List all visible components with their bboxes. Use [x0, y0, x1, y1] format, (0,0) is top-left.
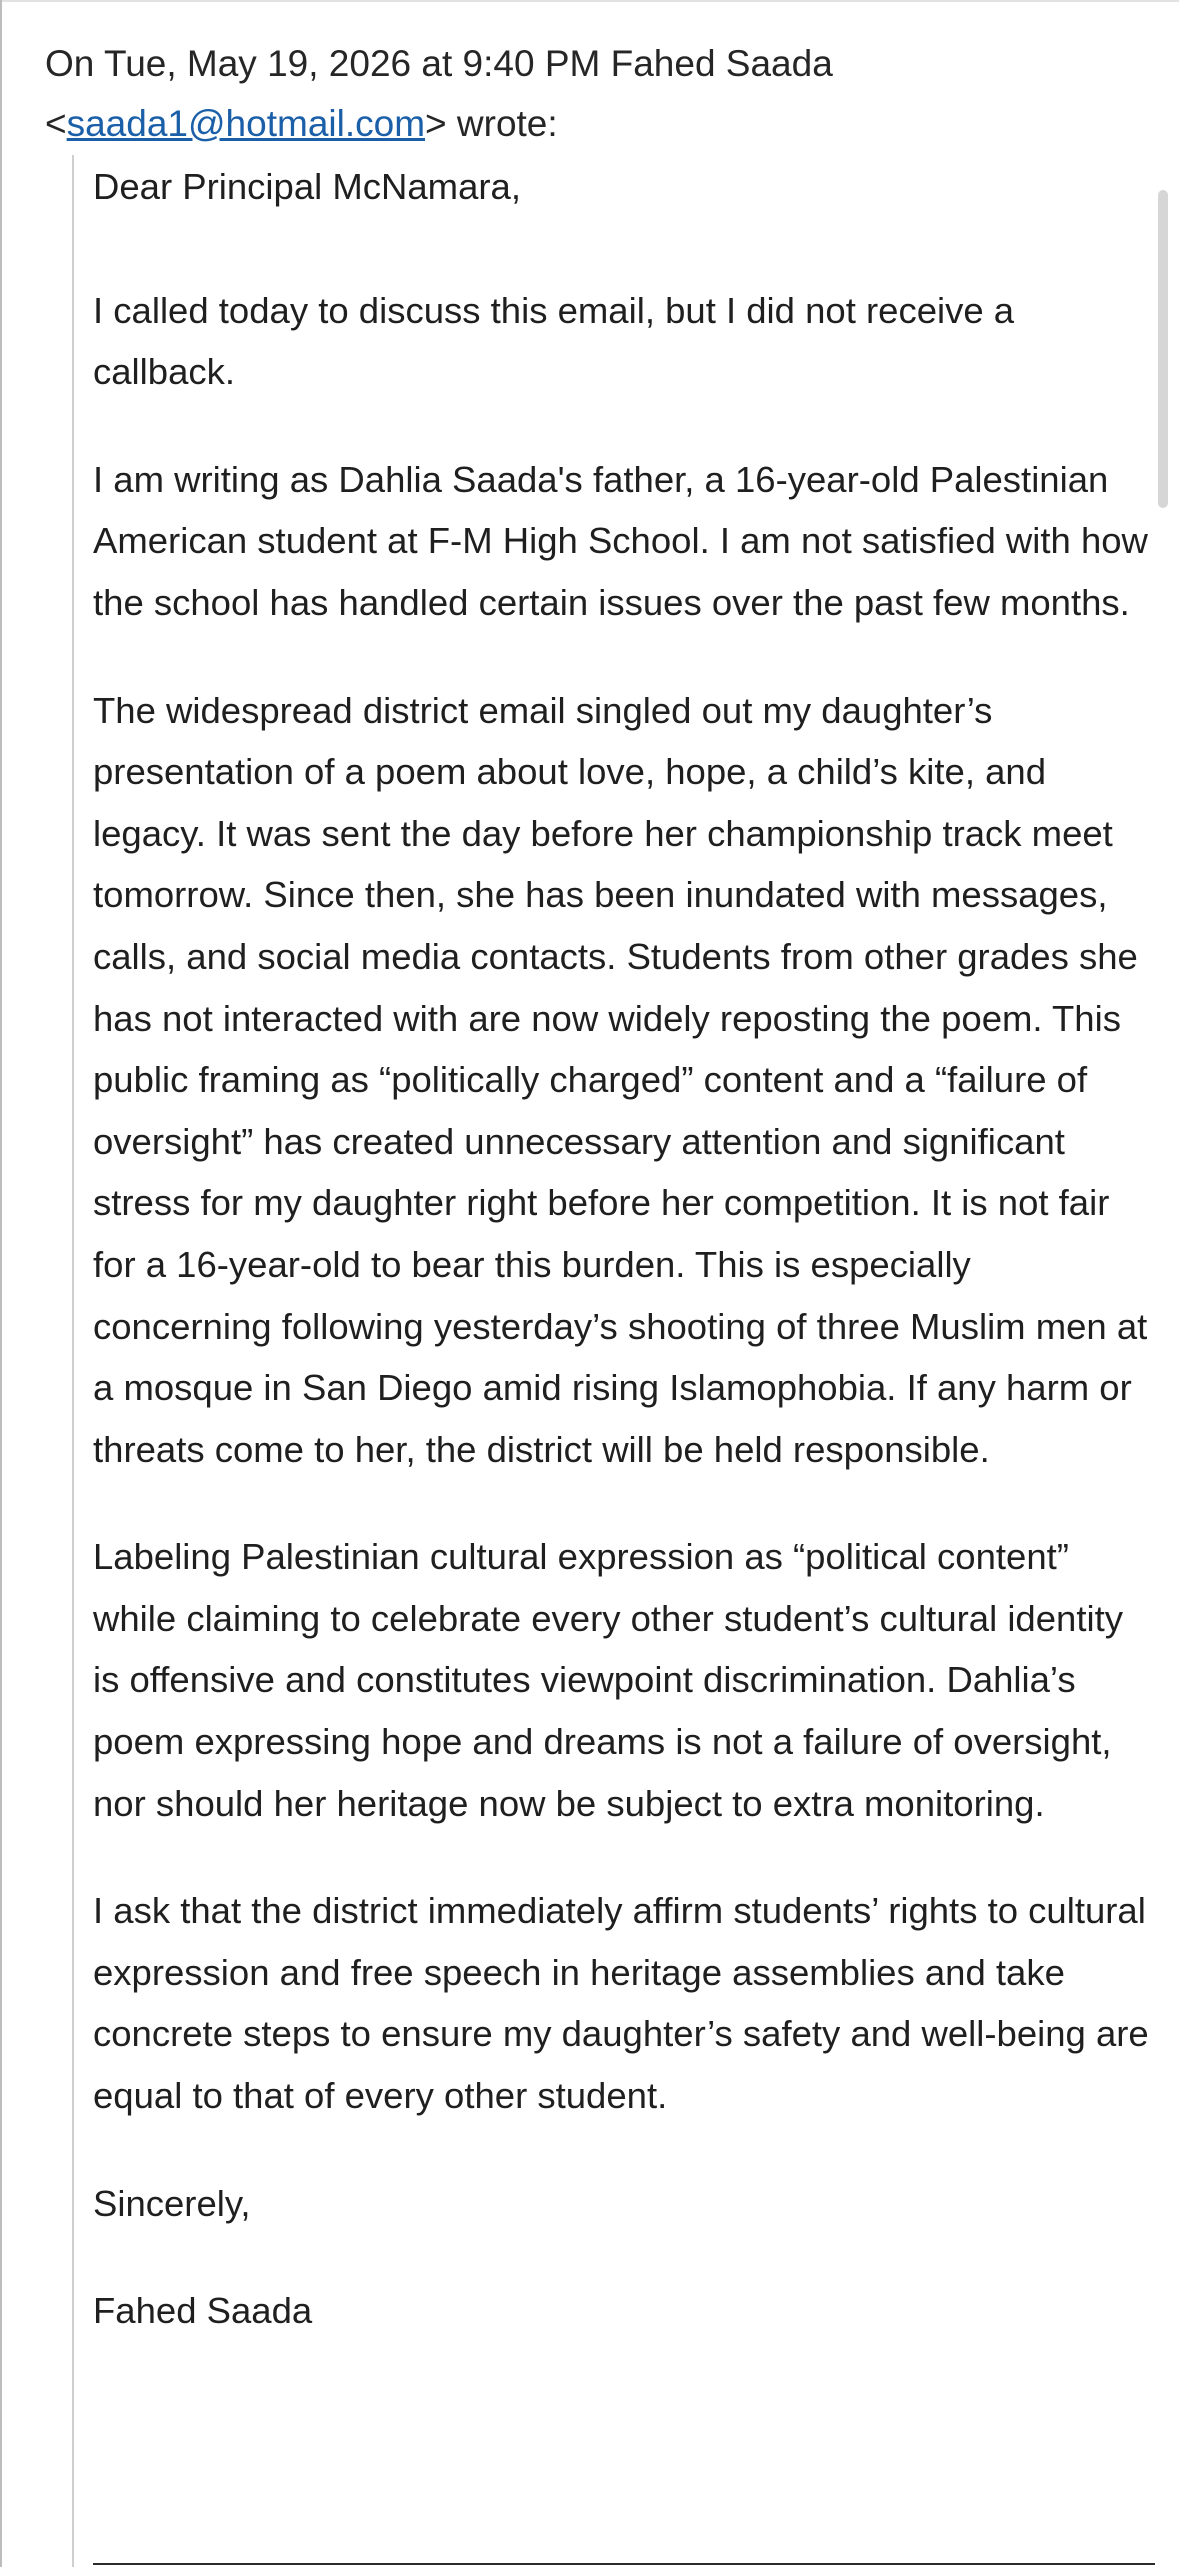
quoted-reply-header [45, 34, 1125, 154]
message-paragraph-3: The widespread district email singled out my daughter’s presentation of a poem about love, hope, a child’s kite, and legacy. It was sent the day before her championship track meet tomorrow. Since then, she has been inundated with messages, calls, and social media contacts. Students from other grades she has not interacted with are now widely reposting the poem. This public framing as “politically charged” content and a “failure of oversight” has created unnecessary attention and significant stress for my daughter right before her competition. It is not fair for a 16-year-old to bear this burden. This is especially concerning following yesterday’s shooting of three Muslim men at a mosque in San Diego amid rising Islamophobia. If any harm or threats come to her, the district will be held responsible. [93, 689, 1148, 1470]
left-border [0, 0, 2, 2567]
quote-bar [72, 155, 74, 2567]
signature-divider [93, 2563, 1155, 2565]
scrollbar-thumb[interactable] [1158, 190, 1168, 508]
email-open-bracket: < [45, 103, 67, 144]
message-greeting: Dear Principal McNamara, [93, 166, 521, 207]
reply-date-sender: On Tue, May 19, 2026 at 9:40 PM Fahed Saada [45, 43, 833, 84]
quoted-message-body [93, 156, 1153, 2342]
message-signature: Fahed Saada [93, 2290, 313, 2332]
message-paragraph-1: I called today to discuss this email, but I did not receive a callback. [93, 289, 1015, 393]
top-border [0, 0, 1179, 2]
reply-sender-line [45, 94, 1125, 154]
message-paragraph-5: I ask that the district immediately affirm students’ rights to cultural expression and free speech in heritage assemblies and take concrete steps to ensure my daughter’s safety and well-being are equal to that of every other student. [93, 1890, 1149, 2117]
message-paragraph-2: I am writing as Dahlia Saada's father, a 16-year-old Palestinian American student at F-M High School. I am not satisfied with how the school has handled certain issues over the past few months. [93, 458, 1148, 623]
wrote-label: > wrote: [425, 103, 558, 144]
message-closing: Sincerely, [93, 2182, 251, 2224]
sender-email-link[interactable]: saada1@hotmail.com [66, 103, 426, 144]
message-paragraph-4: Labeling Palestinian cultural expression as “political content” while claiming to celebrate every other student’s cultural identity is offensive and constitutes viewpoint discrimination. Dahlia’s poem expressing hope and dreams is not a failure of oversight, nor should her heritage now be subject to extra monitoring. [93, 1536, 1123, 1824]
